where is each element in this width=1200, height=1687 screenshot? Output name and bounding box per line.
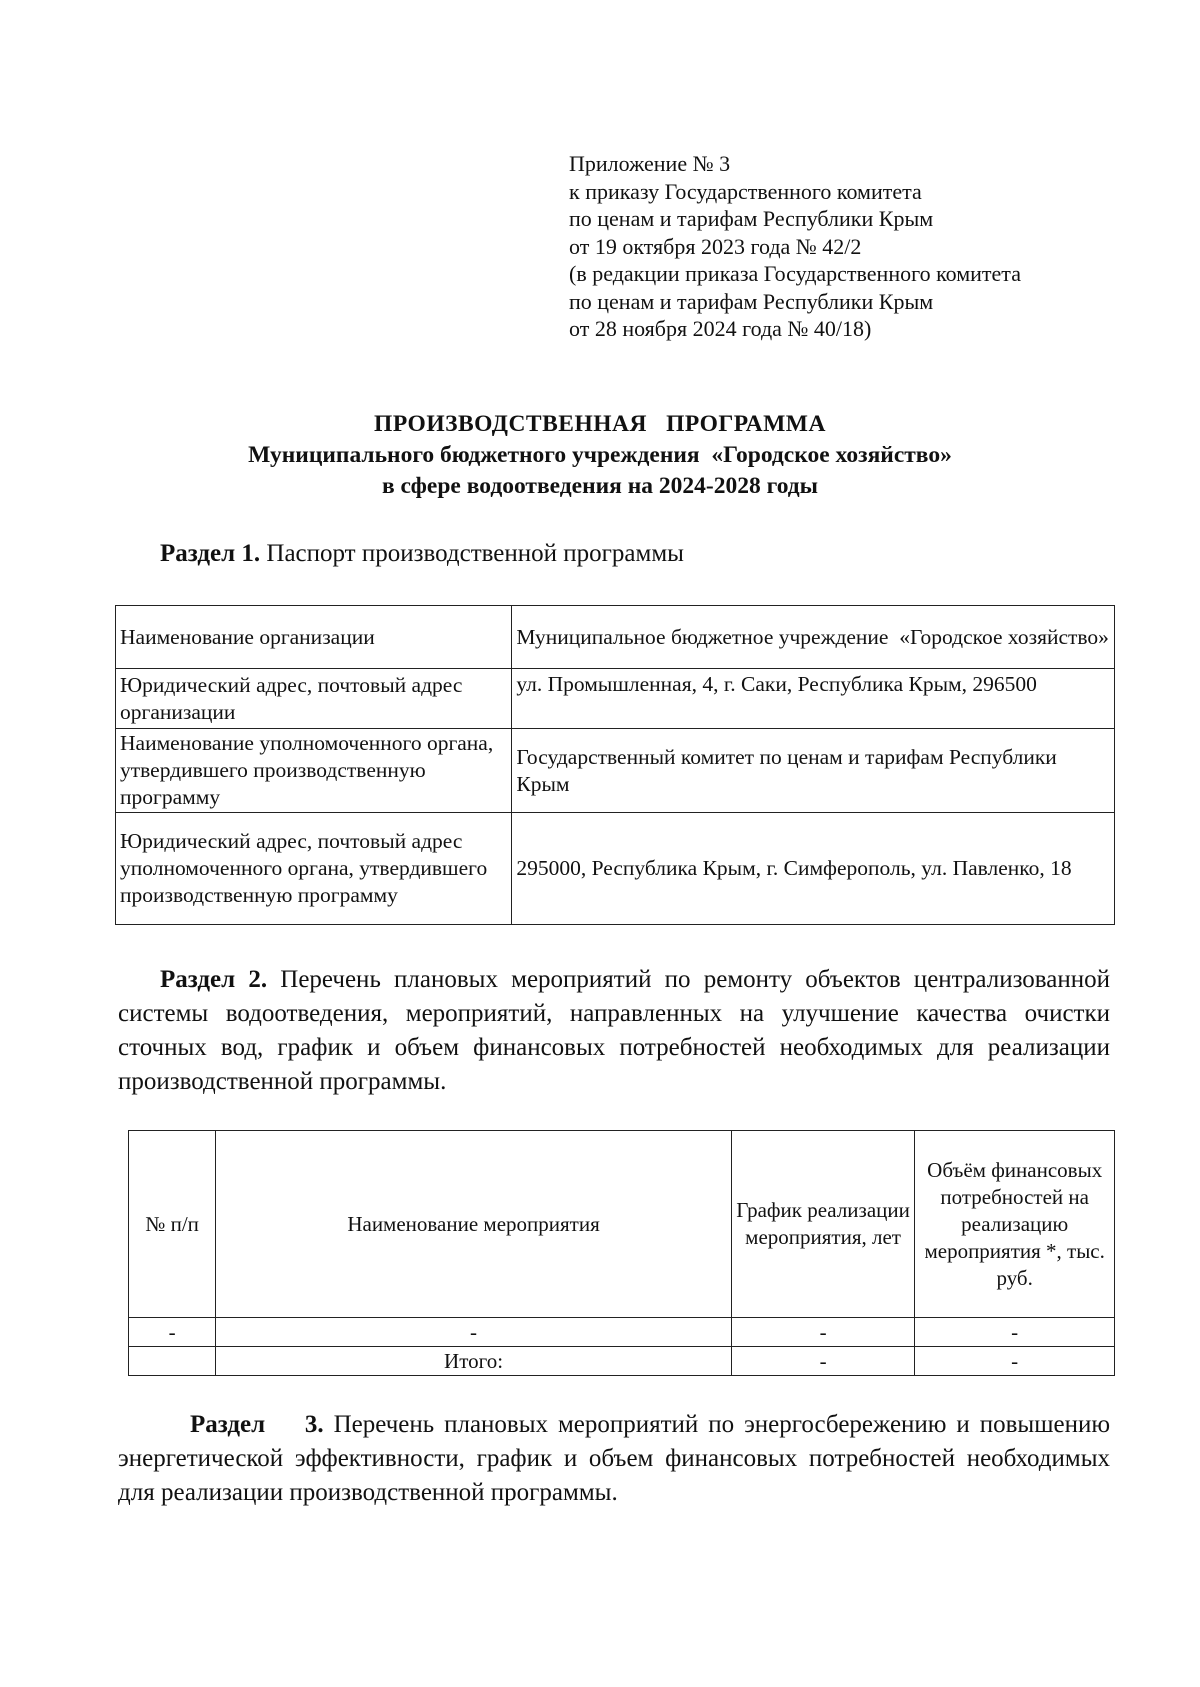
cell: - — [129, 1318, 216, 1347]
appendix-line: по ценам и тарифам Республики Крым — [569, 288, 934, 314]
section-3-number: 3. — [304, 1411, 324, 1438]
appendix-line: к приказу Государственного комитета — [569, 178, 922, 204]
appendix-line: от 28 ноября 2024 года № 40/18) — [569, 316, 872, 341]
cell: - — [731, 1318, 915, 1347]
passport-value: Государственный комитет по ценам и тарифам Республики Крым — [512, 729, 1115, 813]
header-financing: Объём финансовых потребностей на реализацию мероприятия *, тыс. руб. — [915, 1131, 1115, 1318]
title-line-2: Муниципального бюджетного учреждения «Городское хозяйство» — [248, 442, 952, 468]
passport-table — [115, 605, 1115, 925]
passport-key: Юридический адрес, почтовый адрес организации — [116, 669, 512, 729]
passport-key: Наименование уполномоченного органа, утвердившего производственную программу — [116, 729, 512, 813]
header-number: № п/п — [129, 1131, 216, 1318]
table-row — [116, 813, 1115, 925]
header-event-name: Наименование мероприятия — [216, 1131, 732, 1318]
cell: - — [216, 1318, 732, 1347]
title-line-3: в сфере водоотведения на 2024-2028 годы — [381, 473, 819, 499]
appendix-line: Приложение № 3 — [569, 151, 731, 176]
section-1-label: Раздел 1. — [160, 540, 261, 567]
section-1-text: Паспорт производственной программы — [266, 540, 684, 567]
header-schedule: График реализации мероприятия, лет — [731, 1131, 915, 1318]
passport-value: ул. Промышленная, 4, г. Саки, Республика Крым, 296500 — [512, 669, 1115, 729]
passport-key: Наименование организации — [116, 606, 512, 669]
cell: - — [915, 1347, 1115, 1376]
document-title — [0, 409, 1200, 502]
passport-key: Юридический адрес, почтовый адрес уполномоченного органа, утвердившего производственную программу — [116, 813, 512, 925]
table-row — [116, 729, 1115, 813]
title-line-1: ПРОИЗВОДСТВЕННАЯ ПРОГРАММА — [374, 411, 826, 437]
appendix-header — [569, 150, 1129, 343]
passport-value: 295000, Республика Крым, г. Симферополь, ул. Павленко, 18 — [512, 813, 1115, 925]
section-3-label: Раздел — [190, 1411, 266, 1438]
table-row — [116, 606, 1115, 669]
table-row — [116, 669, 1115, 729]
passport-value: Муниципальное бюджетное учреждение «Городское хозяйство» — [512, 606, 1115, 669]
section-1-heading — [160, 540, 684, 568]
appendix-line: по ценам и тарифам Республики Крым — [569, 206, 934, 231]
section-3-paragraph — [118, 1408, 1110, 1510]
table-header-row — [129, 1131, 1115, 1318]
section-2-text: Перечень плановых мероприятий по ремонту объектов централизованной системы водоотведения, мероприятий, направленных на улучшение качества очистки сточных вод, график и объем финансовых потребностей необходимых для реализации производственной программы. — [118, 966, 1111, 1095]
total-label: Итого: — [216, 1347, 732, 1376]
cell: - — [915, 1318, 1115, 1347]
events-table — [128, 1130, 1115, 1376]
appendix-line: (в редакции приказа Государственного комитета — [569, 261, 1021, 286]
appendix-line: от 19 октября 2023 года № 42/2 — [569, 233, 862, 259]
section-2-paragraph — [118, 963, 1110, 1099]
cell: - — [731, 1347, 915, 1376]
section-3-text: Перечень плановых мероприятий по энергосбережению и повышению энергетической эффективности, график и объем финансовых потребностей необходимых для реализации производственной программы. — [118, 1411, 1110, 1506]
cell — [129, 1347, 216, 1376]
table-total-row — [129, 1347, 1115, 1376]
section-2-label: Раздел 2. — [160, 966, 268, 993]
table-row — [129, 1318, 1115, 1347]
